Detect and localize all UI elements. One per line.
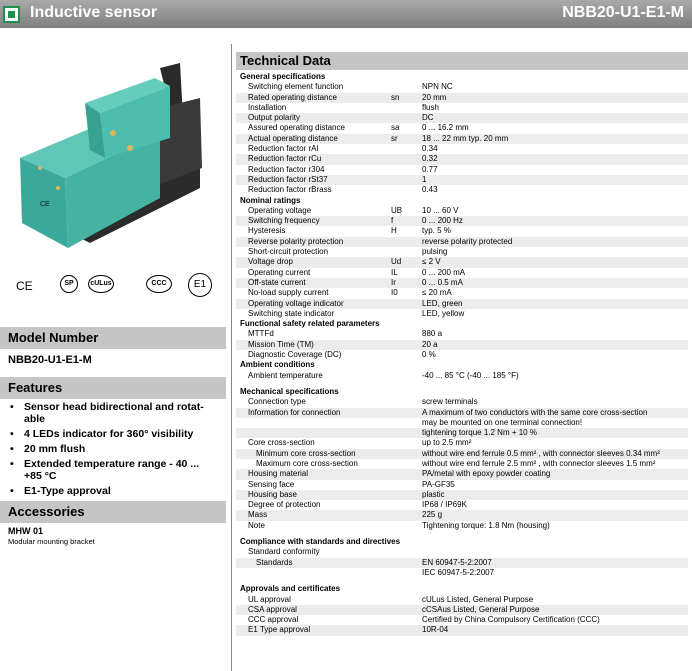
ce-mark-icon: CE — [16, 279, 33, 293]
spec-value: Certified by China Compulsory Certification (CCC) — [422, 615, 600, 625]
spec-value: may be mounted on one terminal connection! — [422, 417, 583, 427]
spec-row — [236, 615, 688, 625]
accessories-heading: Accessories — [0, 501, 226, 523]
spec-value: PA/metal with epoxy powder coating — [422, 469, 551, 479]
spec-row — [236, 165, 688, 175]
spec-symbol: UB — [391, 205, 403, 215]
spec-row — [236, 397, 688, 407]
spec-label: Mechanical specifications — [240, 386, 339, 396]
spec-label: Ambient conditions — [240, 360, 315, 370]
spec-label: Functional safety related parameters — [240, 319, 380, 329]
spec-label: CSA approval — [248, 604, 297, 614]
spec-value: 0 % — [422, 350, 436, 360]
spec-row — [236, 309, 688, 319]
spec-symbol: sn — [391, 92, 400, 102]
spec-symbol: f — [391, 216, 394, 226]
spec-value: A maximum of two conductors with the same core cross-section — [422, 407, 648, 417]
spec-row — [236, 93, 688, 103]
spec-row — [236, 134, 688, 144]
spec-value: 0.43 — [422, 185, 438, 195]
spec-row — [236, 144, 688, 154]
spec-value: IP68 / IP69K — [422, 500, 467, 510]
spec-group-heading — [236, 537, 688, 547]
header-model: NBB20-U1-E1-M — [562, 4, 684, 21]
spec-label: Housing base — [248, 489, 297, 499]
spec-row — [236, 226, 688, 236]
spec-row — [236, 568, 688, 578]
spec-symbol: sa — [391, 123, 400, 133]
accessory-name: MHW 01 — [8, 526, 44, 536]
page-title: Inductive sensor — [30, 4, 158, 21]
spec-label: Reverse polarity protection — [248, 236, 344, 246]
spec-value: 0.32 — [422, 154, 438, 164]
spec-value: -40 ... 85 °C (-40 ... 185 °F) — [422, 370, 519, 380]
spec-label: CCC approval — [248, 615, 299, 625]
spec-label: No-load supply current — [248, 288, 329, 298]
spec-value: screw terminals — [422, 397, 478, 407]
spec-symbol: I0 — [391, 288, 398, 298]
spec-value: cULus Listed, General Purpose — [422, 594, 534, 604]
spec-label: Information for connection — [248, 407, 341, 417]
spec-label: Sensing face — [248, 479, 295, 489]
spec-value: tightening torque 1.2 Nm + 10 % — [422, 428, 537, 438]
spec-label: Off-state current — [248, 277, 306, 287]
spec-label: Operating voltage indicator — [248, 298, 344, 308]
ccc-logo-icon: CCC — [146, 275, 172, 293]
spec-label: Standards — [256, 557, 293, 567]
spec-value: without wire end ferrule 2.5 mm² , with connector sleeves 1.5 mm² — [422, 458, 656, 468]
spec-row — [236, 438, 688, 448]
spec-row — [236, 123, 688, 133]
svg-text:CE: CE — [40, 201, 50, 208]
spec-row — [236, 154, 688, 164]
spec-label: Switching element function — [248, 82, 344, 92]
spec-value: 0.77 — [422, 164, 438, 174]
spec-label: Nominal ratings — [240, 195, 301, 205]
spec-row — [236, 469, 688, 479]
spec-group-heading — [236, 72, 688, 82]
spec-row — [236, 547, 688, 557]
spec-value: flush — [422, 102, 439, 112]
spec-row — [236, 257, 688, 267]
technical-data-table — [236, 72, 688, 636]
spec-label: Reduction factor rAl — [248, 144, 319, 154]
spec-value: typ. 5 % — [422, 226, 451, 236]
spec-label: Voltage drop — [248, 257, 293, 267]
ul-logo-icon: cULus — [88, 275, 114, 293]
spec-label: Mission Time (TM) — [248, 339, 314, 349]
spec-value: 18 ... 22 mm typ. 20 mm — [422, 133, 509, 143]
spec-row — [236, 329, 688, 339]
spec-label: Installation — [248, 102, 287, 112]
feature-item: • Sensor head bidirectional and rotat-able — [8, 401, 218, 425]
spec-row — [236, 449, 688, 459]
spec-group-heading — [236, 319, 688, 329]
spec-row — [236, 103, 688, 113]
spec-label: Reduction factor rCu — [248, 154, 322, 164]
spec-value: pulsing — [422, 247, 448, 257]
spec-value: PA-GF35 — [422, 479, 455, 489]
spec-row — [236, 216, 688, 226]
spec-row — [236, 268, 688, 278]
spec-label: Mass — [248, 510, 268, 520]
spec-value: EN 60947-5-2:2007 — [422, 557, 492, 567]
spec-value: DC — [422, 113, 434, 123]
spec-value: 10 ... 60 V — [422, 205, 459, 215]
spec-value: 0.34 — [422, 144, 438, 154]
spec-label: Reduction factor r304 — [248, 164, 325, 174]
features-list — [8, 401, 218, 500]
spec-value: ≤ 20 mA — [422, 288, 452, 298]
spec-row — [236, 510, 688, 520]
spec-row — [236, 408, 688, 418]
spec-label: Core cross-section — [248, 438, 315, 448]
spec-label: Maximum core cross-section — [256, 458, 358, 468]
spec-row — [236, 459, 688, 469]
spec-value: 225 g — [422, 510, 443, 520]
spec-row — [236, 185, 688, 195]
spec-label: General specifications — [240, 72, 326, 81]
spec-value: LED, green — [422, 298, 463, 308]
spec-label: Note — [248, 520, 265, 530]
spec-value: LED, yellow — [422, 308, 465, 318]
spec-label: Reduction factor rSt37 — [248, 174, 328, 184]
spec-value: 1 — [422, 174, 427, 184]
spec-row — [236, 113, 688, 123]
e1-approval-icon: E1 — [188, 273, 212, 297]
spec-value: 0 ... 16.2 mm — [422, 123, 469, 133]
brand-logo-icon — [3, 6, 20, 23]
csa-logo-icon: SP — [60, 275, 78, 293]
feature-item: • Extended temperature range - 40 ... +85 °C — [8, 458, 218, 482]
spec-symbol: H — [391, 226, 397, 236]
spec-value: 0 ... 0.5 mA — [422, 277, 463, 287]
spec-value: up to 2.5 mm² — [422, 438, 472, 448]
spec-row — [236, 206, 688, 216]
spec-value: 0 ... 200 Hz — [422, 216, 463, 226]
spec-label: Hysteresis — [248, 226, 286, 236]
spec-label: Assured operating distance — [248, 123, 345, 133]
spec-label: Connection type — [248, 397, 306, 407]
model-number-value: NBB20-U1-E1-M — [8, 354, 92, 366]
spec-group-heading — [236, 196, 688, 206]
spec-value: reverse polarity protected — [422, 236, 513, 246]
spec-value: ≤ 2 V — [422, 257, 441, 267]
spec-symbol: Ir — [391, 277, 396, 287]
spec-row — [236, 521, 688, 531]
spec-label: Operating current — [248, 267, 311, 277]
spec-row — [236, 418, 688, 428]
spec-label: Output polarity — [248, 113, 301, 123]
spec-row — [236, 595, 688, 605]
features-heading: Features — [0, 377, 226, 399]
spec-label: Approvals and certificates — [240, 584, 341, 594]
feature-item: • 4 LEDs indicator for 360° visibility — [8, 428, 218, 440]
spec-row — [236, 288, 688, 298]
spec-label: Standard conformity — [248, 547, 320, 557]
spec-row — [236, 350, 688, 360]
spec-row — [236, 605, 688, 615]
spec-label: Reduction factor rBrass — [248, 185, 332, 195]
spec-row — [236, 299, 688, 309]
sensor-product-image — [10, 58, 210, 253]
spec-label: Switching frequency — [248, 216, 320, 226]
spec-row — [236, 237, 688, 247]
spec-row — [236, 480, 688, 490]
certification-logos — [8, 273, 223, 303]
spec-label: Diagnostic Coverage (DC) — [248, 350, 342, 360]
spec-value: plastic — [422, 489, 445, 499]
spec-symbol: IL — [391, 267, 398, 277]
feature-item: • 20 mm flush — [8, 443, 218, 455]
spec-row — [236, 371, 688, 381]
spec-value: cCSAus Listed, General Purpose — [422, 604, 540, 614]
spec-label: Rated operating distance — [248, 92, 337, 102]
spec-label: Actual operating distance — [248, 133, 338, 143]
spec-label: E1 Type approval — [248, 625, 311, 635]
spec-row — [236, 500, 688, 510]
spec-label: Compliance with standards and directives — [240, 537, 401, 547]
spec-row — [236, 558, 688, 568]
spec-value: 20 mm — [422, 92, 447, 102]
spec-row — [236, 340, 688, 350]
spec-label: UL approval — [248, 594, 291, 604]
spec-value: Tightening torque: 1.8 Nm (housing) — [422, 520, 550, 530]
spec-row — [236, 175, 688, 185]
spec-row — [236, 278, 688, 288]
spec-value: 10R-04 — [422, 625, 449, 635]
spec-label: Switching state indicator — [248, 308, 335, 318]
spec-value: IEC 60947-5-2:2007 — [422, 567, 495, 577]
spec-symbol: sr — [391, 133, 398, 143]
accessory-description: Modular mounting bracket — [8, 537, 95, 546]
spec-group-heading — [236, 387, 688, 397]
spec-label: MTTFd — [248, 329, 274, 339]
spec-value: without wire end ferrule 0.5 mm² , with connector sleeves 0.34 mm² — [422, 448, 660, 458]
spec-row — [236, 625, 688, 635]
spec-label: Housing material — [248, 469, 309, 479]
spec-value: 0 ... 200 mA — [422, 267, 466, 277]
spec-label: Operating voltage — [248, 205, 312, 215]
spec-label: Minimum core cross-section — [256, 448, 356, 458]
spec-group-heading — [236, 360, 688, 370]
column-divider — [231, 44, 232, 671]
spec-group-heading — [236, 584, 688, 594]
spec-symbol: Ud — [391, 257, 402, 267]
spec-value: NPN NC — [422, 82, 453, 92]
spec-row — [236, 82, 688, 92]
spec-label: Degree of protection — [248, 500, 321, 510]
feature-item: • E1-Type approval — [8, 485, 218, 497]
spec-row — [236, 247, 688, 257]
model-number-heading: Model Number — [0, 327, 226, 349]
spec-value: 20 a — [422, 339, 438, 349]
spec-label: Ambient temperature — [248, 370, 323, 380]
spec-value: 880 a — [422, 329, 443, 339]
spec-row — [236, 428, 688, 438]
spec-label: Short-circuit protection — [248, 247, 329, 257]
header-bar — [0, 0, 692, 28]
technical-data-heading: Technical Data — [236, 52, 688, 70]
spec-row — [236, 490, 688, 500]
